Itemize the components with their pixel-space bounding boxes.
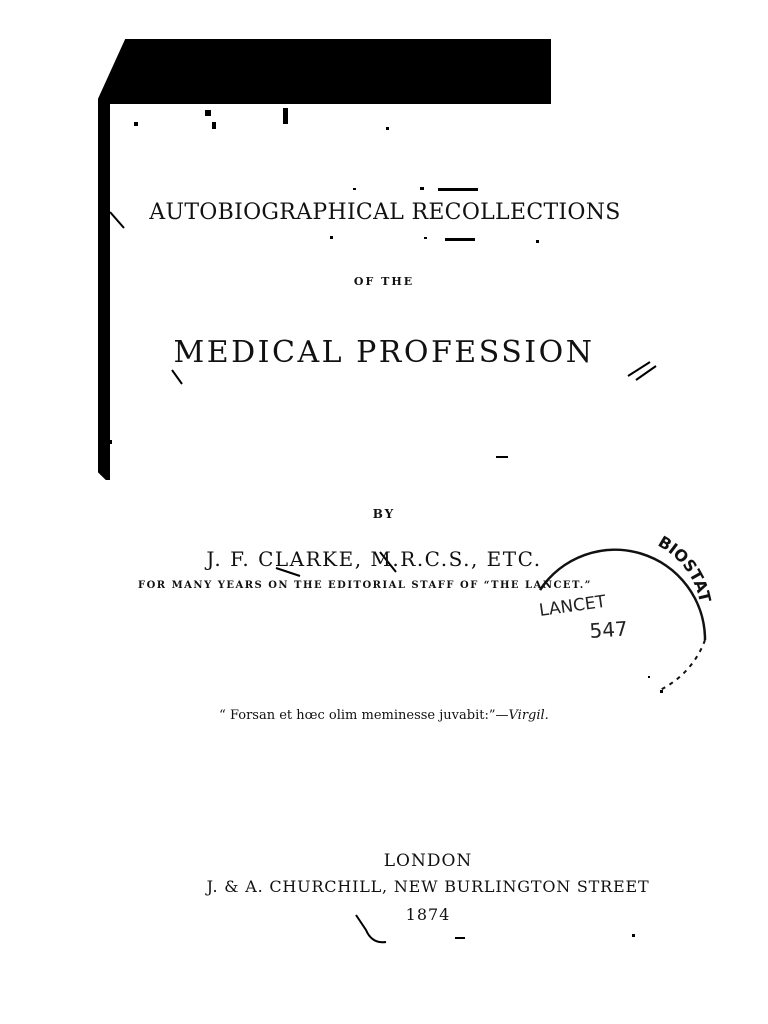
book-title: AUTOBIOGRAPHICAL RECOLLECTIONS (149, 200, 621, 225)
epigraph-quote: “ Forsan et hœc olim meminesse juvabit:”— (219, 708, 509, 723)
epigraph-attribution: Virgil. (508, 708, 549, 723)
stamp-inner-text: LANCET (537, 591, 608, 621)
publication-year: 1874 (405, 905, 451, 924)
svg-text:BIOSTAT (655, 532, 715, 604)
byline-label: BY (372, 507, 396, 521)
stamp-number: 547 (588, 616, 629, 643)
author-name: J. F. CLARKE, M.R.C.S., ETC. (206, 547, 542, 571)
author-affiliation: FOR MANY YEARS ON THE EDITORIAL STAFF OF “THE LANCET.” (138, 580, 592, 591)
scan-shadow-edge (98, 100, 110, 480)
scan-shadow-block (98, 39, 551, 104)
epigraph (0, 708, 768, 723)
publisher: J. & A. CHURCHILL, NEW BURLINGTON STREET (206, 877, 650, 896)
title-connector: OF THE (353, 275, 415, 288)
stamp-arc-text: BIOSTAT (654, 531, 715, 605)
publication-place: LONDON (383, 851, 473, 871)
book-subject: MEDICAL PROFESSION (173, 335, 595, 370)
library-stamp (510, 520, 720, 700)
